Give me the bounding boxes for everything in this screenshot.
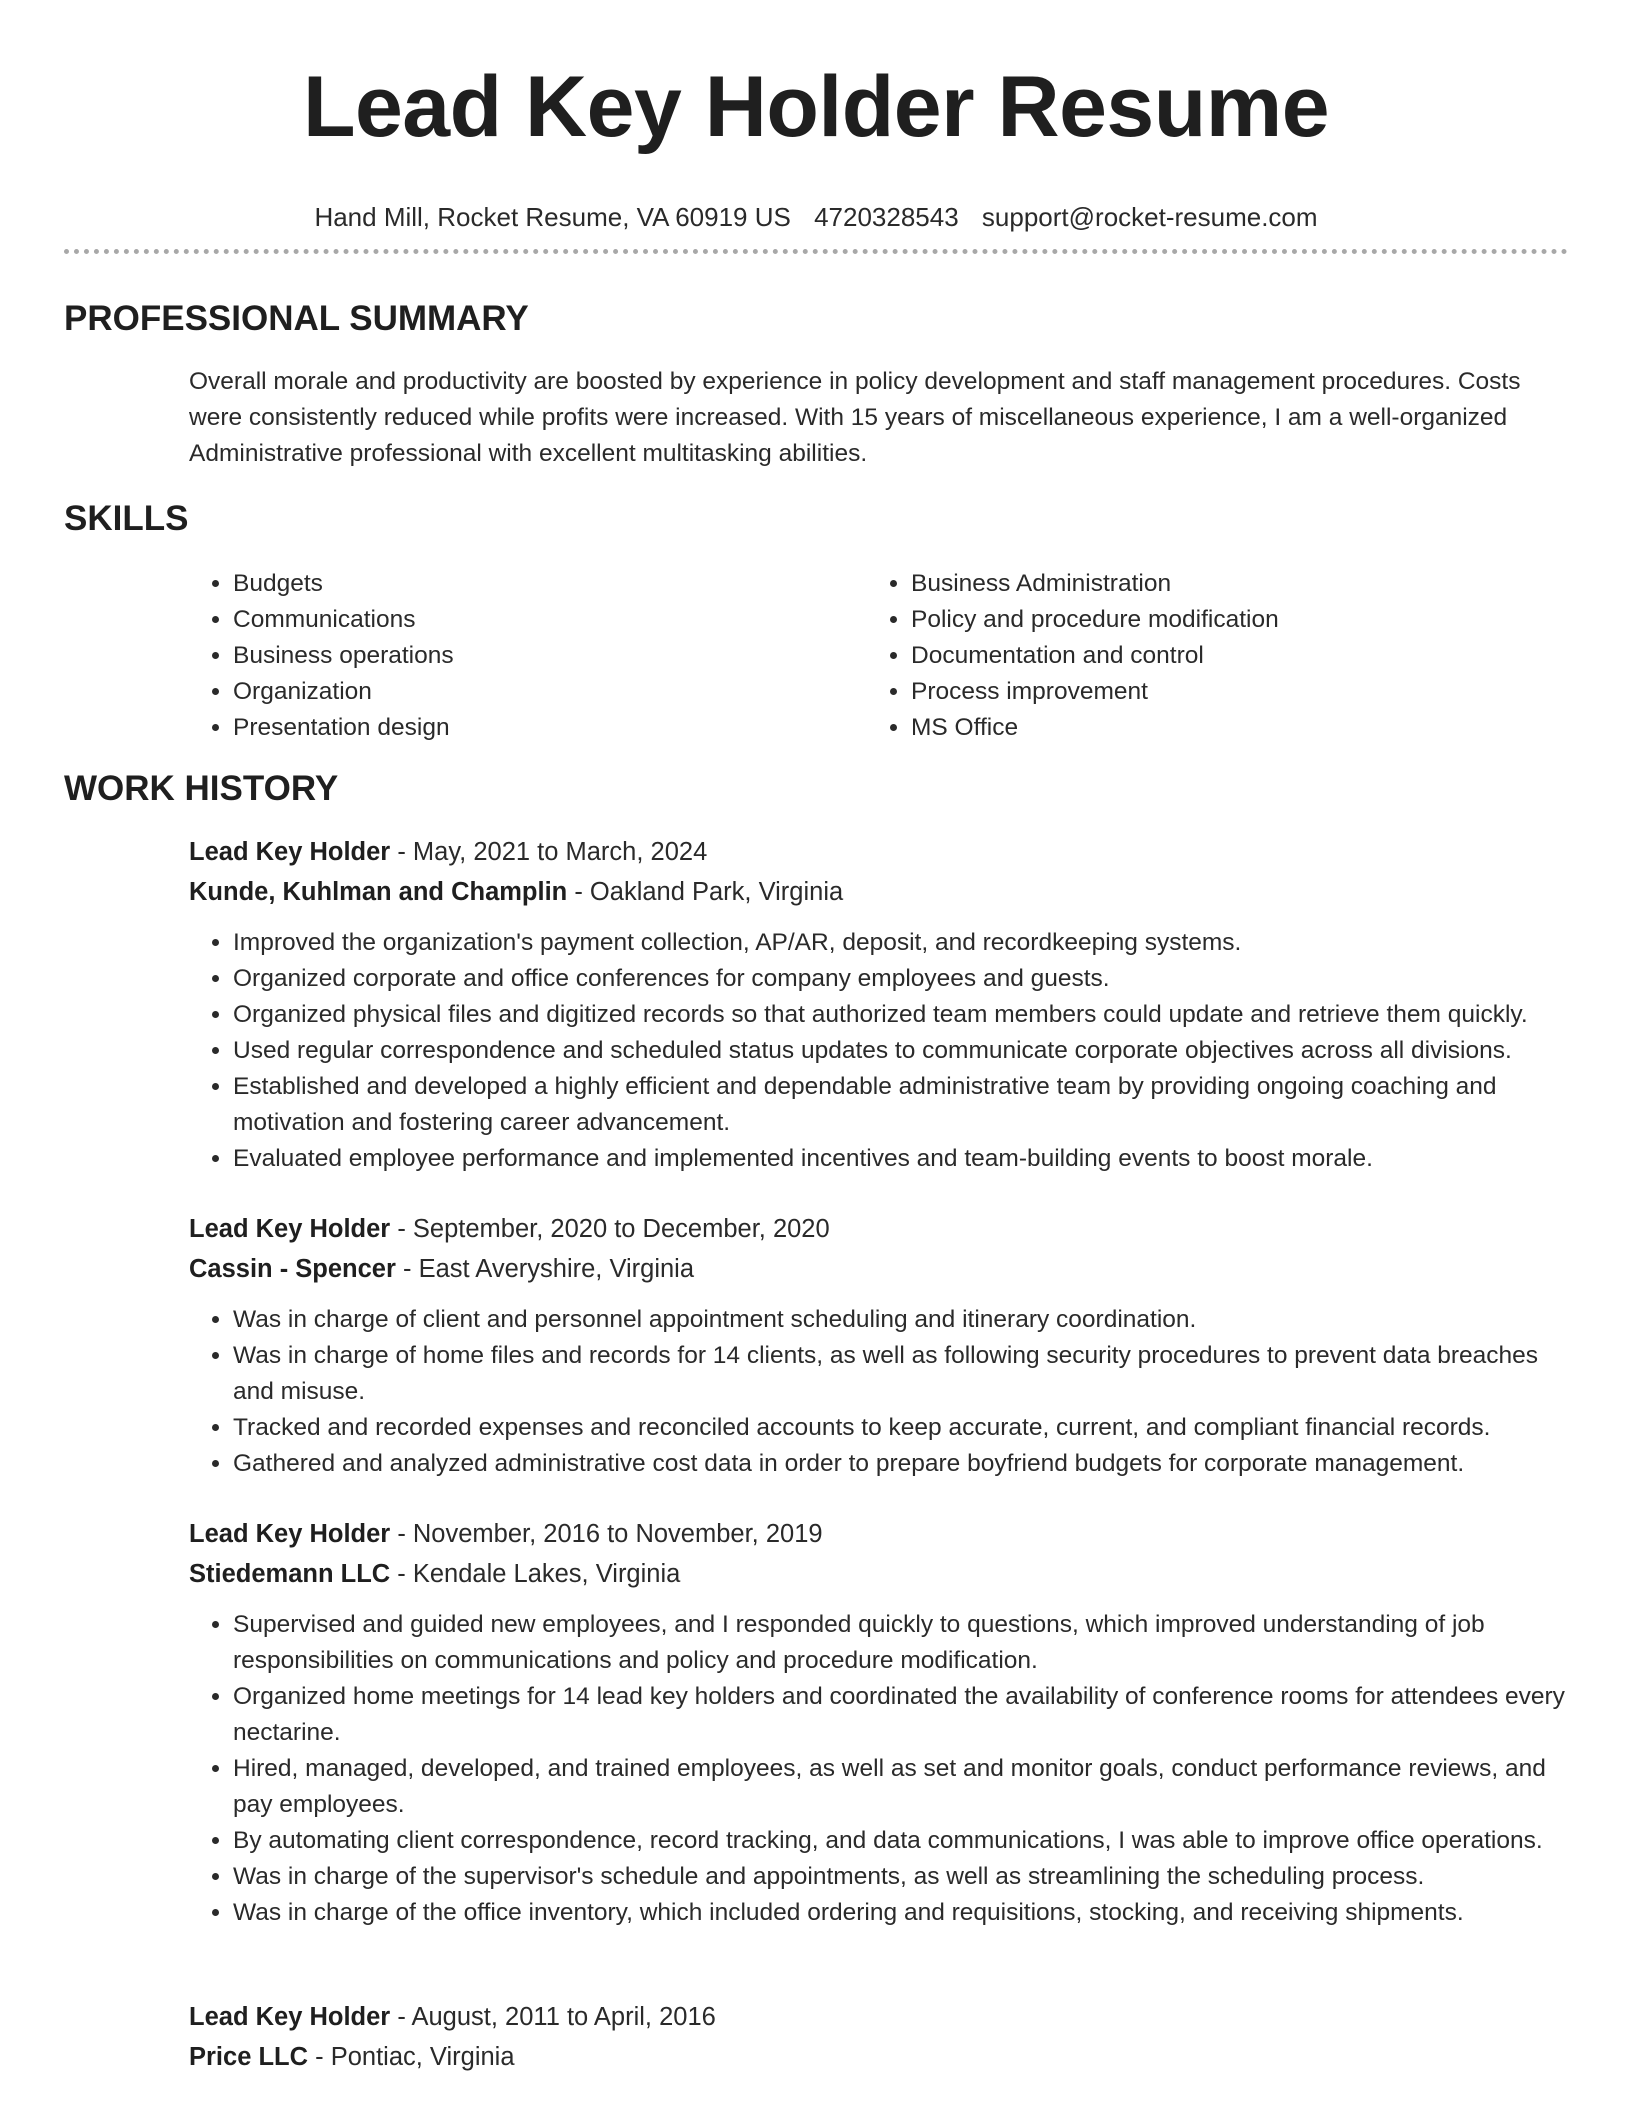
job-entry xyxy=(189,832,1569,1177)
job-location: - Oakland Park, Virginia xyxy=(567,878,844,906)
job-location: - Pontiac, Virginia xyxy=(308,2043,515,2071)
job-title-line xyxy=(189,1209,1569,1249)
job-bullet: • Was in charge of client and personnel appointment scheduling and itinerary coordination. xyxy=(233,1302,1569,1338)
job-bullet: • Used regular correspondence and scheduled status updates to communicate corporate objectives across all divisions. xyxy=(233,1033,1569,1069)
work-history-heading: WORK HISTORY xyxy=(64,769,339,808)
job-bullet: • Evaluated employee performance and implemented incentives and team-building events to boost morale. xyxy=(233,1141,1569,1177)
job-company: Cassin - Spencer xyxy=(189,1255,396,1283)
job-bullet: • Was in charge of the office inventory, which included ordering and requisitions, stocking, and receiving shipments. xyxy=(233,1895,1569,1931)
contact-email: support@rocket-resume.com xyxy=(981,202,1318,232)
job-bullets xyxy=(189,1607,1569,1931)
job-company-line xyxy=(189,872,1569,912)
job-entry xyxy=(189,1514,1569,1931)
contact-phone: 4720328543 xyxy=(814,202,959,232)
header-divider xyxy=(64,249,1568,254)
job-title: Lead Key Holder xyxy=(189,1520,391,1548)
job-title: Lead Key Holder xyxy=(189,1215,391,1243)
job-company: Price LLC xyxy=(189,2043,309,2071)
skills-column-left xyxy=(189,566,873,746)
summary-heading: PROFESSIONAL SUMMARY xyxy=(64,299,529,338)
skill-item: • Business Administration xyxy=(911,566,1611,602)
job-entry xyxy=(189,1997,1569,2077)
job-bullet: • Was in charge of the supervisor's schedule and appointments, as well as streamlining the scheduling process. xyxy=(233,1859,1569,1895)
job-location: - East Averyshire, Virginia xyxy=(395,1255,695,1283)
job-company-line xyxy=(189,1249,1569,1289)
summary-text: Overall morale and productivity are boosted by experience in policy development and staff management procedures. Costs were consistently reduced while profits were increased. With 15 years of miscellaneous experience, I am a well-organized Administrative professional with excellent multitasking abilities. xyxy=(189,368,1521,467)
skill-item: • Process improvement xyxy=(911,674,1611,710)
job-bullet: • Organized home meetings for 14 lead key holders and coordinated the availability of conference rooms for attendees every nectarine. xyxy=(233,1679,1569,1751)
skill-item: • Presentation design xyxy=(233,710,873,746)
job-company: Kunde, Kuhlman and Champlin xyxy=(189,878,568,906)
skills-column-right xyxy=(867,566,1611,746)
contact-line xyxy=(0,200,1632,234)
job-dates: - May, 2021 to March, 2024 xyxy=(390,838,708,866)
job-title-line xyxy=(189,832,1569,872)
job-bullet: • Established and developed a highly efficient and dependable administrative team by providing ongoing coaching and motivation and fostering career advancement. xyxy=(233,1069,1569,1141)
job-company: Stiedemann LLC xyxy=(189,1560,391,1588)
job-title-line xyxy=(189,1514,1569,1554)
job-location: - Kendale Lakes, Virginia xyxy=(390,1560,681,1588)
skill-item: • Policy and procedure modification xyxy=(911,602,1611,638)
job-bullet: • Hired, managed, developed, and trained employees, as well as set and monitor goals, conduct performance reviews, and pay employees. xyxy=(233,1751,1569,1823)
skills-list xyxy=(189,566,1569,746)
job-dates: - September, 2020 to December, 2020 xyxy=(390,1215,830,1243)
job-dates: - November, 2016 to November, 2019 xyxy=(390,1520,823,1548)
skill-item: • Organization xyxy=(233,674,873,710)
job-bullet: • Organized corporate and office conferences for company employees and guests. xyxy=(233,961,1569,997)
skill-item: • Communications xyxy=(233,602,873,638)
job-title-line xyxy=(189,1997,1569,2037)
job-bullet: • Tracked and recorded expenses and reconciled accounts to keep accurate, current, and compliant financial records. xyxy=(233,1410,1569,1446)
job-company-line xyxy=(189,1554,1569,1594)
job-title: Lead Key Holder xyxy=(189,838,391,866)
job-bullet: • Was in charge of home files and records for 14 clients, as well as following security procedures to prevent data breaches and misuse. xyxy=(233,1338,1569,1410)
job-bullet: • Gathered and analyzed administrative cost data in order to prepare boyfriend budgets for corporate management. xyxy=(233,1446,1569,1482)
skill-item: • MS Office xyxy=(911,710,1611,746)
skill-item: • Documentation and control xyxy=(911,638,1611,674)
skill-item: • Business operations xyxy=(233,638,873,674)
job-bullet: • By automating client correspondence, record tracking, and data communications, I was able to improve office operations. xyxy=(233,1823,1569,1859)
job-bullet: • Improved the organization's payment collection, AP/AR, deposit, and recordkeeping systems. xyxy=(233,925,1569,961)
resume-header xyxy=(0,52,1632,234)
job-bullets xyxy=(189,1302,1569,1482)
job-entry xyxy=(189,1209,1569,1482)
skill-item: • Budgets xyxy=(233,566,873,602)
job-title: Lead Key Holder xyxy=(189,2003,391,2031)
skills-heading: SKILLS xyxy=(64,499,189,538)
job-bullet: • Supervised and guided new employees, and I responded quickly to questions, which improved understanding of job responsibilities on communications and policy and procedure modification. xyxy=(233,1607,1569,1679)
job-dates: - August, 2011 to April, 2016 xyxy=(390,2003,716,2031)
job-bullet: • Organized physical files and digitized records so that authorized team members could update and retrieve them quickly. xyxy=(233,997,1569,1033)
job-bullets xyxy=(189,925,1569,1177)
job-company-line xyxy=(189,2037,1569,2077)
contact-address: Hand Mill, Rocket Resume, VA 60919 US xyxy=(314,202,791,232)
resume-title: Lead Key Holder Resume xyxy=(302,59,1330,155)
